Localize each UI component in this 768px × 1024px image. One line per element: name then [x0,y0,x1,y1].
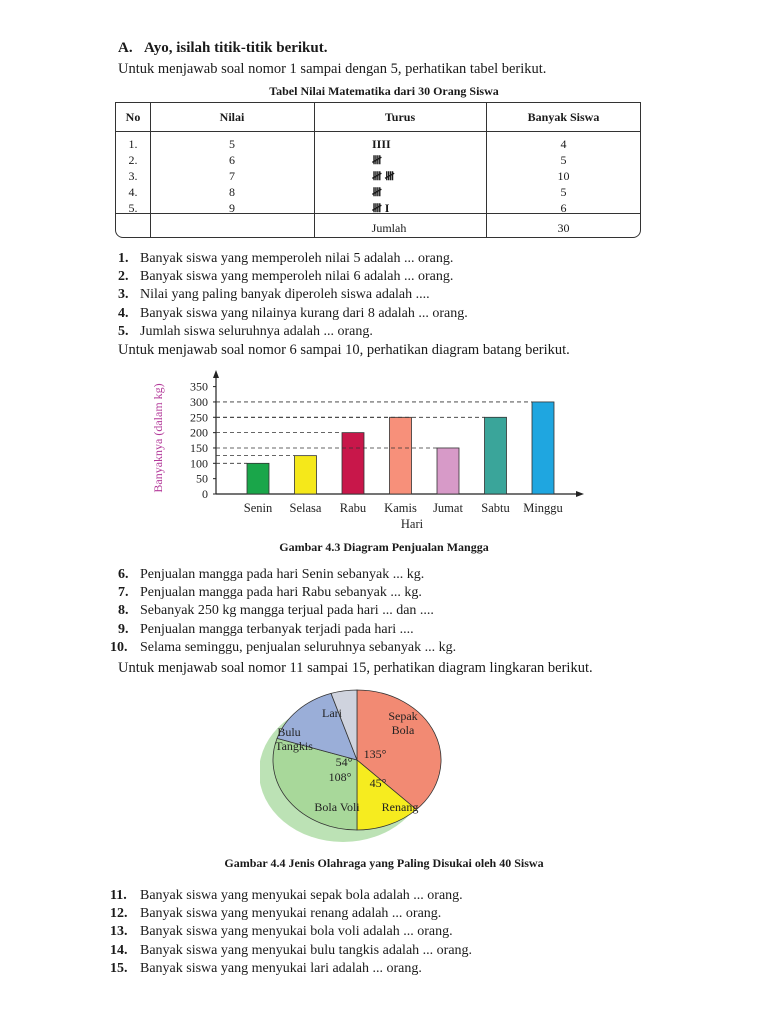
bar-kamis [390,417,412,494]
slice-label-bola-voli: Bola Voli [314,800,360,814]
table-cell-turus: 𝍸 [372,185,382,199]
y-axis-label: Banyaknya (dalam kg) [151,383,165,493]
table-cell-turus: 𝍸 [372,153,382,167]
question-text: Banyak siswa yang menyukai bola voli adalah ... orang. [140,924,453,940]
bar-rabu [342,433,364,494]
x-tick-label: Kamis [384,501,417,515]
section-letter: A. [118,40,133,56]
table-cell-no: 3. [128,169,138,183]
bar-chart [140,368,590,538]
table-header: No [125,110,141,124]
question-number: 5. [118,323,129,339]
question-item [110,923,453,941]
question-number: 14. [110,942,128,958]
angle-label: 54° [335,755,353,769]
slice-label-renang: Renang [381,800,419,814]
intro-bar-chart: Untuk menjawab soal nomor 6 sampai 10, perhatikan diagram batang berikut. [118,342,570,358]
table-cell-banyak: 5 [560,153,567,167]
question-text: Banyak siswa yang memperoleh nilai 6 adalah ... orang. [140,269,454,285]
question-number: 2. [118,269,129,285]
question-item [118,250,453,268]
question-list-c [110,887,718,979]
slice-label-sepak-bola: Bola [391,723,415,737]
table-cell-no: 2. [128,153,138,167]
table-cell-nilai: 7 [229,169,235,183]
table-title: Tabel Nilai Matematika dari 30 Orang Siswa [269,84,499,98]
question-item [110,887,463,905]
question-number: 11. [110,888,127,903]
y-tick-label: 100 [190,456,208,471]
table-cell-no: 5. [128,201,138,215]
question-text: Banyak siswa yang menyukai renang adalah ... orang. [140,906,442,922]
question-item [118,305,468,323]
question-text: Jumlah siswa seluruhnya adalah ... orang. [140,323,373,339]
table-cell-banyak: 5 [560,185,567,199]
table-header: Turus [384,110,416,124]
y-tick-label: 250 [190,410,208,425]
table-cell-nilai: 5 [229,137,235,151]
x-axis-label: Hari [400,517,424,531]
question-item [118,323,373,341]
question-list-b [110,566,718,658]
angle-label: 135° [363,747,387,761]
table-cell-banyak: 10 [557,169,570,183]
question-number: 12. [110,906,128,922]
question-text: Penjualan mangga pada hari Senin sebanyak ... kg. [140,567,425,582]
question-text: Banyak siswa yang menyukai bulu tangkis adalah ... orang. [140,942,473,958]
bar-sabtu [485,417,507,494]
table-cell-nilai: 9 [229,201,235,215]
question-number: 10. [110,639,128,655]
question-item [118,268,453,286]
question-text: Sebanyak 250 kg mangga terjual pada hari ... dan .... [140,603,434,619]
question-item [110,639,456,657]
question-item [118,602,434,620]
x-tick-label: Selasa [289,501,322,515]
intro-pie-chart: Untuk menjawab soal nomor 11 sampai 15, perhatikan diagram lingkaran berikut. [118,660,593,676]
x-tick-label: Jumat [433,501,463,515]
question-number: 15. [110,960,128,976]
bar-chart-caption: Gambar 4.3 Diagram Penjualan Mangga [279,540,489,554]
question-text: Nilai yang paling banyak diperoleh siswa adalah .... [140,287,430,303]
question-number: 4. [118,305,129,321]
pie-chart [260,684,460,844]
bar-minggu [532,402,554,494]
question-text: Banyak siswa yang menyukai lari adalah ... orang. [140,960,422,976]
question-text: Banyak siswa yang menyukai sepak bola adalah ... orang. [140,888,463,903]
angle-label: 108° [328,770,352,784]
question-number: 6. [118,567,129,582]
table-header: Nilai [219,110,245,124]
slice-label-lari: Lari [322,706,342,720]
slice-label-bulu-tangkis: Bulu [277,725,301,739]
question-text: Penjualan mangga terbanyak terjadi pada hari .... [140,621,414,637]
table-cell-banyak: 4 [560,137,567,151]
x-tick-label: Senin [243,501,273,515]
x-tick-label: Sabtu [481,501,510,515]
table-cell-turus: IIII [372,137,391,151]
intro-table: Untuk menjawab soal nomor 1 sampai dengan 5, perhatikan tabel berikut. [118,61,547,77]
table-total-label: Jumlah [371,221,407,235]
question-item [110,960,422,978]
question-text: Selama seminggu, penjualan seluruhnya sebanyak ... kg. [140,639,457,655]
table-cell-turus: 𝍸 I [372,201,390,215]
question-number: 13. [110,924,128,940]
question-number: 8. [118,603,129,619]
question-item [118,286,430,304]
y-tick-label: 350 [190,379,208,394]
slice-label-sepak-bola: Sepak [388,709,418,723]
table-cell-no: 1. [128,137,138,151]
table-cell-turus: 𝍸 𝍸 [372,169,395,183]
table-header: Banyak Siswa [527,110,600,124]
y-tick-label: 50 [196,471,208,486]
y-tick-label: 200 [190,425,208,440]
table-cell-no: 4. [128,185,138,199]
y-tick-label: 0 [202,487,208,501]
x-tick-label: Minggu [523,501,563,515]
angle-label: 45° [369,776,387,790]
question-number: 9. [118,621,129,637]
question-item [110,905,441,923]
question-item [118,621,414,639]
table-cell-nilai: 8 [229,185,235,199]
question-number: 1. [118,251,129,266]
bar-jumat [437,448,459,494]
y-tick-label: 150 [190,440,208,455]
section-heading-text: Ayo, isilah titik-titik berikut. [144,40,328,56]
question-list-a [118,250,718,342]
question-text: Banyak siswa yang memperoleh nilai 5 adalah ... orang. [140,251,454,266]
x-axis-arrow [576,491,584,497]
question-number: 7. [118,585,129,601]
bar-senin [247,463,269,494]
y-axis-arrow [213,370,219,378]
table-cell-banyak: 6 [560,201,567,215]
slice-label-bulu-tangkis: Tangkis [275,739,313,753]
y-tick-label: 300 [190,394,208,409]
x-tick-label: Rabu [339,501,367,515]
section-heading [118,40,328,57]
question-number: 3. [118,287,129,303]
question-text: Banyak siswa yang nilainya kurang dari 8 adalah ... orang. [140,305,468,321]
table-cell-nilai: 6 [229,153,235,167]
table-total-value: 30 [557,221,570,235]
question-item [118,584,422,602]
bar-selasa [295,456,317,494]
question-item [118,566,424,584]
score-table [115,102,641,238]
question-item [110,942,472,960]
question-text: Penjualan mangga pada hari Rabu sebanyak ... kg. [140,585,422,601]
pie-chart-caption: Gambar 4.4 Jenis Olahraga yang Paling Disukai oleh 40 Siswa [224,856,544,870]
